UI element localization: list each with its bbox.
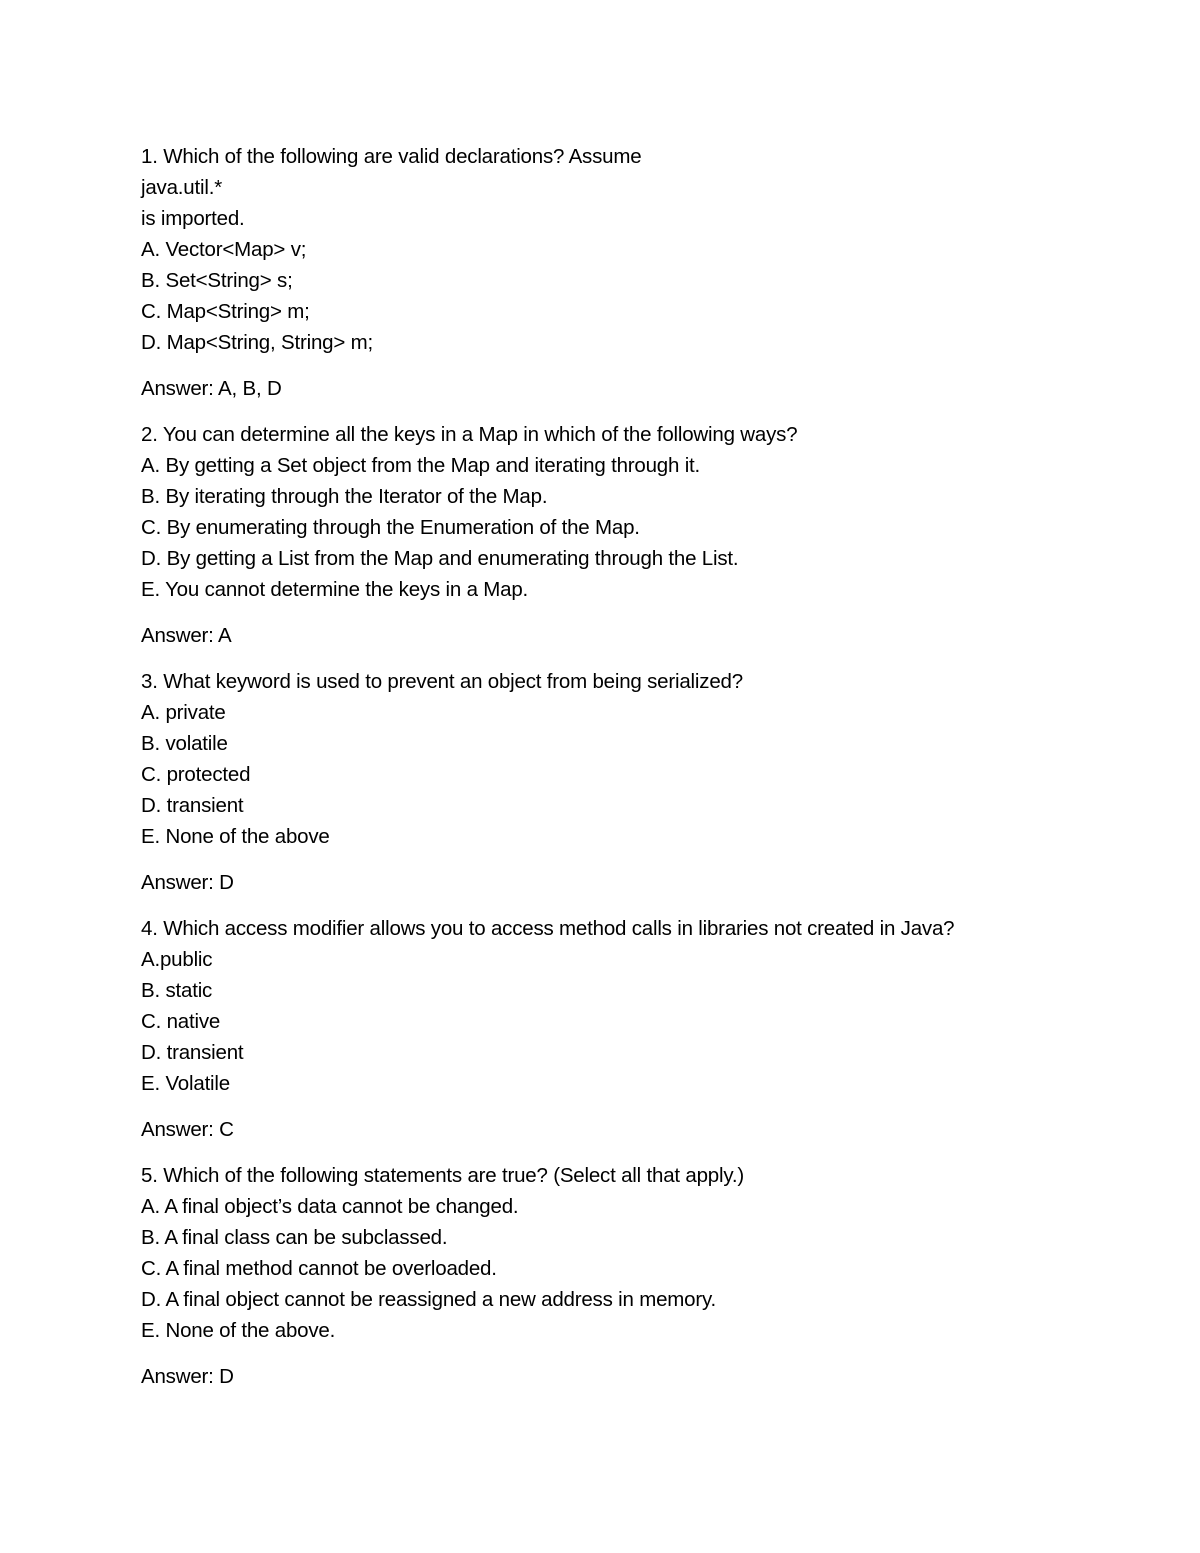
option-e: E. None of the above	[141, 825, 330, 848]
answer-text: Answer: D	[141, 1365, 234, 1388]
option-b: B. Set<String> s;	[141, 269, 293, 292]
option-a: A. A final object’s data cannot be changed.	[141, 1195, 519, 1218]
option-a: A. private	[141, 701, 226, 724]
option-c: C. By enumerating through the Enumeration of the Map.	[141, 516, 640, 539]
question-5	[141, 1160, 1101, 1392]
question-text: 5. Which of the following statements are true? (Select all that apply.)	[141, 1164, 745, 1187]
question-text: 4. Which access modifier allows you to access method calls in libraries not created in Java?	[141, 917, 955, 940]
answer-text: Answer: D	[141, 871, 234, 894]
option-a: A.public	[141, 948, 213, 971]
option-d: D. By getting a List from the Map and enumerating through the List.	[141, 547, 739, 570]
option-e: E. None of the above.	[141, 1319, 336, 1342]
option-c: C. Map<String> m;	[141, 300, 310, 323]
answer-text: Answer: C	[141, 1118, 234, 1141]
question-text: 2. You can determine all the keys in a Map in which of the following ways?	[141, 423, 798, 446]
question-1	[141, 141, 1101, 404]
answer-text: Answer: A, B, D	[141, 377, 282, 400]
question-text: 3. What keyword is used to prevent an object from being serialized?	[141, 670, 743, 693]
option-e: E. You cannot determine the keys in a Map.	[141, 578, 529, 601]
option-a: A. Vector<Map> v;	[141, 238, 307, 261]
option-b: B. By iterating through the Iterator of the Map.	[141, 485, 548, 508]
option-b: B. static	[141, 979, 213, 1002]
answer-text: Answer: A	[141, 624, 232, 647]
question-text: 1. Which of the following are valid declarations? Assume	[141, 145, 642, 168]
option-d: D. Map<String, String> m;	[141, 331, 373, 354]
document-content	[141, 141, 1101, 1407]
option-e: E. Volatile	[141, 1072, 230, 1095]
option-c: C. protected	[141, 763, 251, 786]
option-c: C. native	[141, 1010, 221, 1033]
question-text: java.util.*	[141, 176, 222, 199]
question-3	[141, 666, 1101, 898]
option-d: D. transient	[141, 794, 244, 817]
option-b: B. volatile	[141, 732, 228, 755]
option-a: A. By getting a Set object from the Map and iterating through it.	[141, 454, 701, 477]
option-c: C. A final method cannot be overloaded.	[141, 1257, 497, 1280]
question-4	[141, 913, 1101, 1145]
option-b: B. A final class can be subclassed.	[141, 1226, 448, 1249]
option-d: D. A final object cannot be reassigned a new address in memory.	[141, 1288, 717, 1311]
question-2	[141, 419, 1101, 651]
option-d: D. transient	[141, 1041, 244, 1064]
question-text: is imported.	[141, 207, 245, 230]
